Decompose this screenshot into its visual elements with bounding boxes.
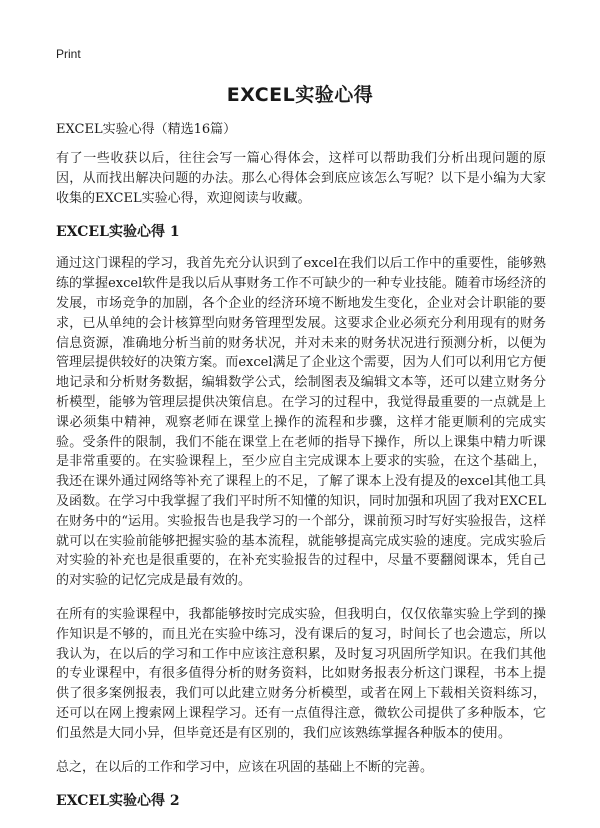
intro-paragraph: 有了一些收获以后，往往会写一篇心得体会，这样可以帮助我们分析出现问题的原因，从而找出解决问题的办法。那么心得体会到底应该怎么写呢？以下是小编为大家收集的EXCEL实验心得，欢迎阅读与收藏。 xyxy=(56,151,546,206)
page-title: EXCEL实验心得 xyxy=(226,84,374,106)
section-heading-2: EXCEL实验心得 2 xyxy=(56,793,180,810)
section-1-paragraph-3: 总之，在以后的工作和学习中，应该在巩固的基础上不断的完善。 xyxy=(56,759,434,775)
article-body xyxy=(56,120,546,823)
article-subtitle: EXCEL实验心得（精选16篇） xyxy=(56,122,237,137)
section-heading-1: EXCEL实验心得 1 xyxy=(56,224,180,241)
section-1-paragraph-2: 在所有的实验课程中，我都能够按时完成实验，但我明白，仅仅依靠实验上学到的操作知识是不够的，而且光在实验中练习，没有课后的复习，时间长了也会遗忘，所以我认为，在以后的学习和工作中应该注意积累，及时复习巩固所学知识。在我们其他的专业课程中，有很多值得分析的财务资料，比如财务报表分析这门课程，书本上提供了很多案例报表，我们可以此建立财务分析模型，或者在网上下载相关资料练习，还可以在网上搜索网上课程学习。还有一点值得注意，微软公司提供了多种版本，它们虽然是大同小异，但毕竟还是有区别的，我们应该熟练掌握各种版本的使用。 xyxy=(56,606,546,741)
print-link[interactable]: Print xyxy=(56,47,81,61)
section-1-paragraph-1: 通过这门课程的学习，我首先充分认识到了excel在我们以后工作中的重要性，能够熟练的掌握excel软件是我以后从事财务工作不可缺少的一种专业技能。随着市场经济的发展，市场竞争的加剧，各个企业的经济环境不断地发生变化，企业对会计职能的要求，已从单纯的会计核算型向财务管理型发展。这要求企业必须充分利用现有的财务信息资源，准确地分析当前的财务状况，并对未来的财务状况进行预测分析，以便为管理层提供较好的决策方案。而excel满足了企业这个需要，因为人们可以利用它方便地记录和分析财务数据，编辑数学公式，绘制图表及编辑文本等，还可以建立财务分析模型，能够为管理层提供决策信息。在学习的过程中，我觉得最重要的一点就是上课必须集中精神，观察老师在课堂上操作的流程和步骤，这样才能更顺利的完成实验。受条件的限制，我们不能在课堂上在老师的指导下操作，所以上课集中精力听课是非常重要的。在实验课程上，至少应自主完成课本上要求的实验，在这个基础上，我还在课外通过网络等补充了课程上的不足，了解了课本上没有提及的excel其他工具及函数。在学习中我掌握了我们平时所不知懂的知识，同时加强和巩固了我对EXCEL在财务中的“运用。实验报告也是我学习的一个部分，课前预习时写好实验报告，这样就可以在实验前能够把握实验的基本流程，就能够提高完成实验的速度。完成实验后对实验的补充也是很重要的，在补充实验报告的过程中，尽量不要翻阅课本，凭自己的对实验的记忆完成是最有效的。 xyxy=(56,256,546,589)
